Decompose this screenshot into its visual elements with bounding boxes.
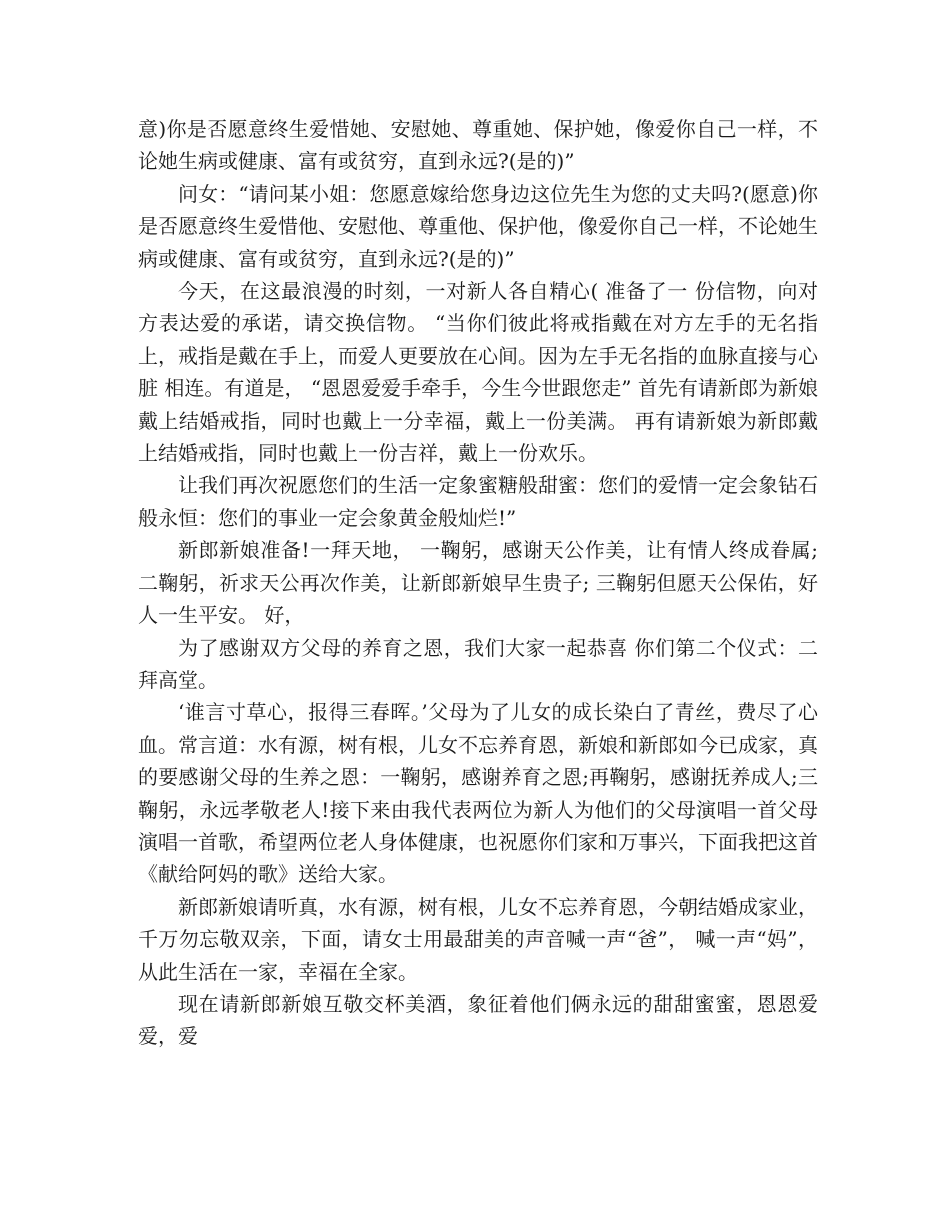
paragraph-continuation: 意)你是否愿意终生爱惜她、安慰她、尊重她、保护她，像爱你自己一样，不论她生病或健康、富有或贫穷，直到永远?(是的)” (138, 117, 818, 174)
paragraph-blessing: 让我们再次祝愿您们的生活一定象蜜糖般甜蜜：您们的爱情一定会象钻石般永恒：您们的事业一定会象黄金般灿烂!” (138, 473, 818, 530)
paragraph-bow-heaven: 新郎新娘准备!一拜天地， 一鞠躬，感谢天公作美，让有情人终成眷属; 二鞠躬，祈求天公再次作美，让新郎新娘早生贵子; 三鞠躬但愿天公保佑，好人一生平安。 好， (138, 538, 818, 628)
paragraph-thank-parents: 为了感谢双方父母的养育之恩，我们大家一起恭喜 你们第二个仪式：二拜高堂。 (138, 635, 818, 692)
document-body (138, 113, 818, 1053)
paragraph-question-bride: 问女：“请问某小姐：您愿意嫁给您身边这位先生为您的丈夫吗?(愿意)你是否愿意终生爱惜他、安慰他、尊重他、保护他，像爱你自己一样，不论她生病或健康、富有或贫穷，直到永远?(是的)” (138, 181, 818, 271)
paragraph-toast: 现在请新郎新娘互敬交杯美酒，象征着他们俩永远的甜甜蜜蜜，恩恩爱爱，爱 (138, 991, 818, 1049)
paragraph-parents-grace: ‘谁言寸草心，报得三春晖。’父母为了儿女的成长染白了青丝，费尽了心血。常言道：水有源，树有根，儿女不忘养育恩，新娘和新郎如今已成家，真的要感谢父母的生养之恩：一鞠躬，感谢养育之恩;再鞠躬，感谢抚养成人;三鞠躬，永远孝敬老人!接下来由我代表两位为新人为他们的父母演唱一首父母演唱一首歌，希望两位老人身体健康，也祝愿你们家和万事兴，下面我把这首《献给阿妈的歌》送给大家。 (138, 700, 818, 887)
paragraph-honor-parents: 新郎新娘请听真，水有源，树有根，儿女不忘养育恩，今朝结婚成家业，千万勿忘敬双亲，下面，请女士用最甜美的声音喊一声“爸”， 喊一声“妈”，从此生活在一家，幸福在全家。 (138, 894, 818, 984)
paragraph-ring-exchange: 今天，在这最浪漫的时刻，一对新人各自精心( 准备了一 份信物，向对方表达爱的承诺，请交换信物。 “当你们彼此将戒指戴在对方左手的无名指上，戒指是戴在手上，而爱人更要放在心间。因为左手无名指的血脉直接与心脏 相连。有道是， “恩恩爱爱手牵手，今生今世跟您走” 首先有请新郎为新娘戴上结婚戒指，同时也戴上一分幸福，戴上一份美满。 再有请新娘为新郎戴上结婚戒指，同时也戴上一份吉祥，戴上一份欢乐。 (138, 279, 818, 466)
